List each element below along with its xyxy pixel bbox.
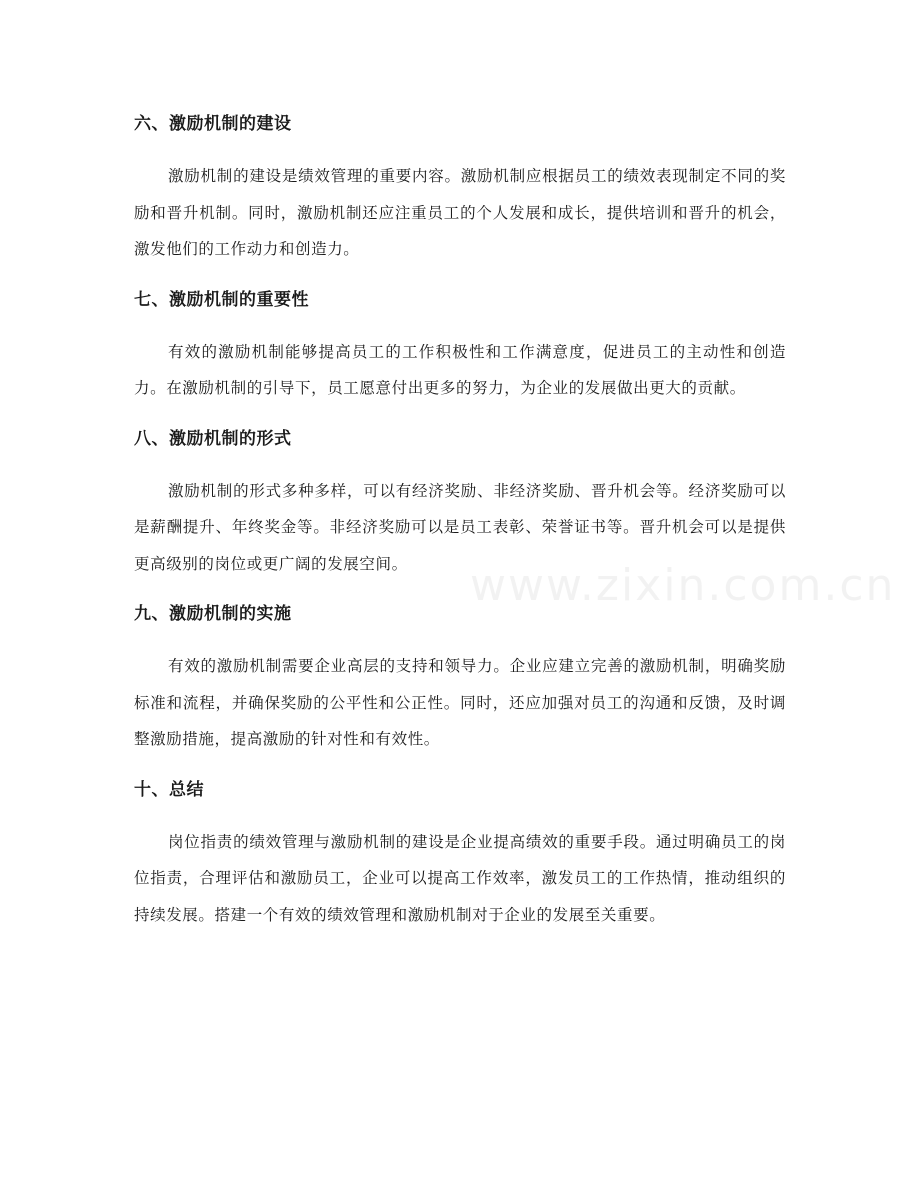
section-incentive-importance	[134, 282, 786, 407]
section-summary	[134, 772, 786, 934]
section-paragraph: 有效的激励机制能够提高员工的工作积极性和工作满意度，促进员工的主动性和创造力。在激励机制的引导下，员工愿意付出更多的努力，为企业的发展做出更大的贡献。	[134, 342, 786, 397]
section-incentive-forms	[134, 421, 786, 583]
section-incentive-construction	[134, 106, 786, 268]
section-paragraph: 有效的激励机制需要企业高层的支持和领导力。企业应建立完善的激励机制，明确奖励标准和流程，并确保奖励的公平性和公正性。同时，还应加强对员工的沟通和反馈，及时调整激励措施，提高激励的针对性和有效性。	[134, 657, 786, 748]
section-heading: 十、总结	[134, 779, 204, 800]
section-paragraph: 岗位指责的绩效管理与激励机制的建设是企业提高绩效的重要手段。通过明确员工的岗位指责，合理评估和激励员工，企业可以提高工作效率，激发员工的工作热情，推动组织的持续发展。搭建一个有效的绩效管理和激励机制对于企业的发展至关重要。	[134, 832, 786, 924]
section-heading: 六、激励机制的建设	[134, 114, 292, 134]
section-heading: 九、激励机制的实施	[134, 604, 292, 624]
section-incentive-implementation	[134, 596, 786, 758]
watermark: www.zixin.com.cn	[470, 560, 896, 611]
section-paragraph: 激励机制的形式多种多样，可以有经济奖励、非经济奖励、晋升机会等。经济奖励可以是薪酬提升、年终奖金等。非经济奖励可以是员工表彰、荣誉证书等。晋升机会可以是提供更高级别的岗位或更广阔的发展空间。	[134, 481, 786, 573]
section-heading: 八、激励机制的形式	[134, 428, 292, 449]
section-paragraph: 激励机制的建设是绩效管理的重要内容。激励机制应根据员工的绩效表现制定不同的奖励和晋升机制。同时，激励机制还应注重员工的个人发展和成长，提供培训和晋升的机会，激发他们的工作动力和创造力。	[134, 167, 786, 258]
section-heading: 七、激励机制的重要性	[134, 289, 309, 310]
